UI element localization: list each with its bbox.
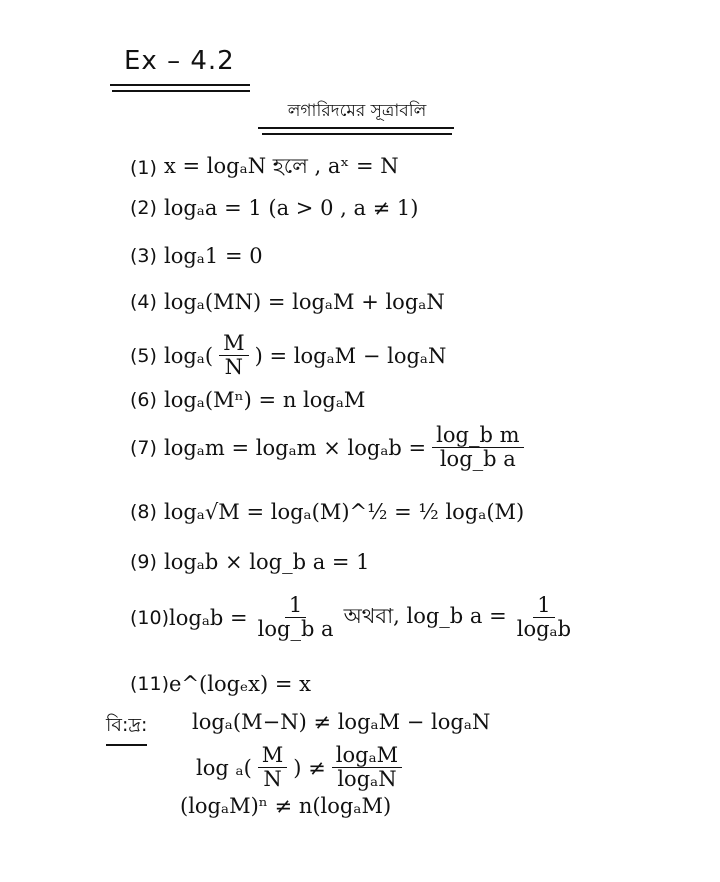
note-line — [180, 794, 391, 818]
subtitle-underline-1 — [258, 127, 454, 129]
fraction — [332, 744, 402, 791]
subtitle-underline-2 — [262, 133, 452, 135]
formula-text: logₐ1 = 0 — [164, 244, 263, 268]
formula-row — [130, 424, 530, 471]
note-prefix: log ₐ( — [196, 755, 252, 780]
fraction-denominator: N — [263, 767, 282, 792]
formula-number: (8) — [130, 501, 157, 523]
formula-row — [130, 594, 581, 641]
fraction-denominator: log_b a — [257, 617, 334, 642]
formula-text: logₐb × log_b a = 1 — [164, 550, 370, 574]
fraction-denominator: logₐN — [337, 767, 397, 792]
formula-text: e^(logₑx) = x — [169, 672, 311, 696]
formula-row — [130, 388, 365, 412]
formula-row — [130, 672, 311, 696]
formula-number: (6) — [130, 389, 157, 411]
formula-number: (4) — [130, 291, 157, 313]
formula-number: (7) — [130, 436, 157, 459]
formula-number: (10) — [130, 606, 170, 629]
formula-text: x = logₐN হলে , aˣ = N — [164, 154, 399, 178]
fraction-denominator: log_b a — [439, 447, 516, 472]
note-line — [196, 744, 408, 791]
fraction-numerator: logₐM — [332, 744, 402, 768]
formula-number: (3) — [130, 245, 157, 267]
formula-number: (2) — [130, 197, 157, 219]
formula-row — [130, 332, 446, 379]
fraction-numerator: M — [258, 744, 288, 768]
fraction-numerator: 1 — [533, 594, 554, 618]
formula-number: (5) — [130, 344, 157, 367]
formula-row — [130, 244, 263, 268]
fraction-numerator: log_b m — [432, 424, 523, 448]
fraction-denominator: N — [224, 355, 244, 380]
formula-row — [130, 150, 399, 185]
formula-row — [130, 196, 418, 220]
fraction-denominator: logₐb — [516, 617, 572, 642]
fraction — [219, 332, 249, 379]
note-text: logₐ(M−N) ≠ logₐM − logₐN — [192, 710, 491, 734]
title-underline-1 — [110, 84, 250, 86]
formula-middle: অথবা, log_b a = — [343, 604, 507, 629]
formula-number: (11) — [130, 673, 170, 695]
fraction — [254, 594, 338, 641]
formula-text: logₐ(MN) = logₐM + logₐN — [164, 290, 445, 314]
fraction — [258, 744, 288, 791]
section-subtitle: লগারিদমের সূত্রাবলি — [287, 101, 427, 121]
formula-number: (9) — [130, 551, 157, 573]
formula-text: logₐa = 1 (a > 0 , a ≠ 1) — [164, 196, 419, 220]
fraction — [432, 424, 523, 471]
formula-row — [130, 550, 370, 574]
formula-row — [130, 290, 445, 314]
page-title: Ex – 4.2 — [124, 46, 235, 76]
note-text: (logₐM)ⁿ ≠ n(logₐM) — [180, 794, 392, 818]
formula-suffix: ) = logₐM − logₐN — [254, 343, 447, 368]
note-middle: ) ≠ — [293, 755, 326, 780]
formula-prefix: logₐm = logₐm × logₐb = — [164, 435, 427, 460]
formula-prefix: logₐ( — [164, 343, 214, 368]
fraction-numerator: M — [219, 332, 249, 356]
note-label: বি:দ্র: — [106, 711, 147, 746]
fraction — [513, 594, 575, 641]
fraction-numerator: 1 — [285, 594, 306, 618]
note-line — [192, 710, 490, 734]
title-underline-2 — [112, 90, 250, 92]
formula-prefix: logₐb = — [169, 605, 248, 630]
formula-text: logₐ(Mⁿ) = n logₐM — [164, 388, 366, 412]
formula-row — [130, 500, 524, 524]
formula-number: (1) — [130, 156, 157, 179]
formula-text: logₐ√M = logₐ(M)^½ = ½ logₐ(M) — [164, 500, 525, 524]
